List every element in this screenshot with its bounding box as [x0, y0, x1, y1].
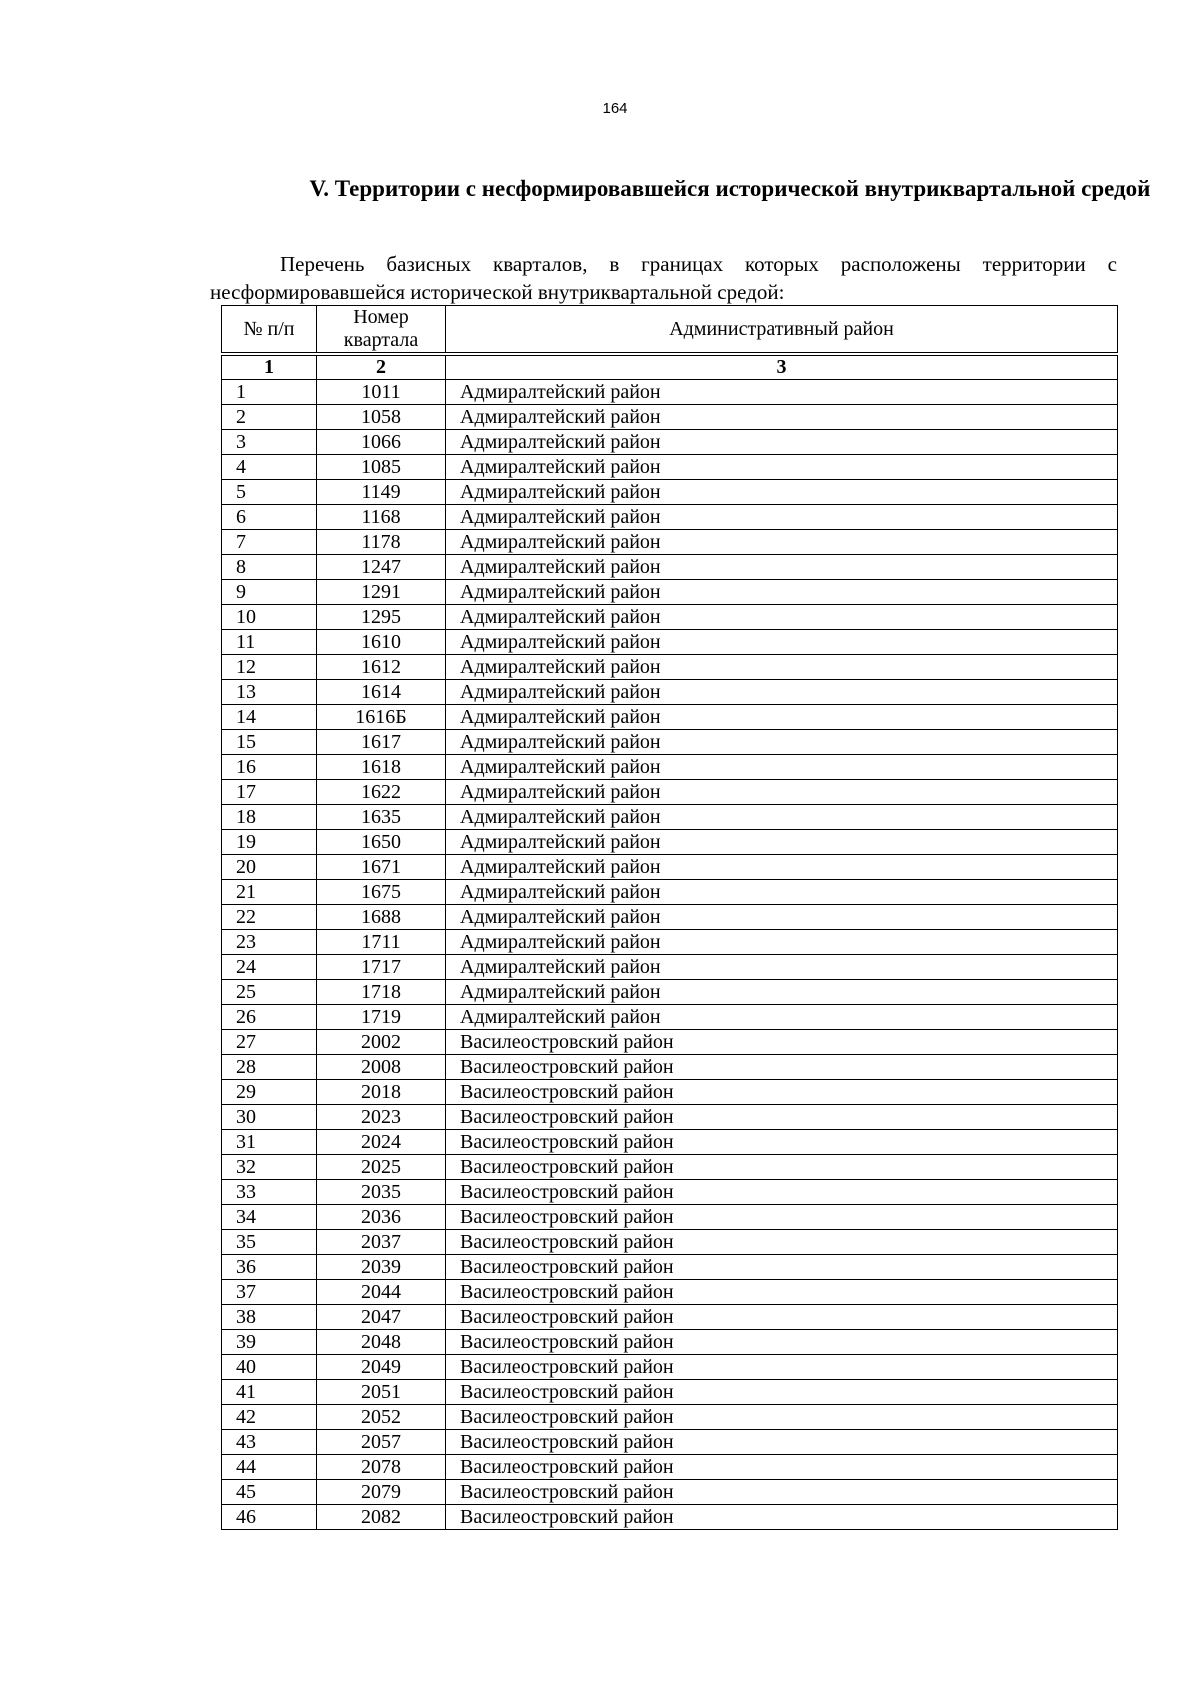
- table-row: [222, 680, 1118, 705]
- table-row: [222, 505, 1118, 530]
- column-number-row: [222, 354, 1118, 380]
- district-cell: Адмиралтейский район: [446, 1005, 1118, 1030]
- row-index-cell: 44: [222, 1455, 317, 1480]
- district-cell: Адмиралтейский район: [446, 980, 1118, 1005]
- district-cell: Василеостровский район: [446, 1455, 1118, 1480]
- district-cell: Василеостровский район: [446, 1205, 1118, 1230]
- table-row: [222, 380, 1118, 405]
- block-number-cell: 2048: [317, 1330, 446, 1355]
- district-cell: Адмиралтейский район: [446, 530, 1118, 555]
- row-index-cell: 21: [222, 880, 317, 905]
- table-row: [222, 805, 1118, 830]
- block-number-cell: 1650: [317, 830, 446, 855]
- table-row: [222, 780, 1118, 805]
- district-cell: Василеостровский район: [446, 1255, 1118, 1280]
- table-row: [222, 530, 1118, 555]
- row-index-cell: 45: [222, 1480, 317, 1505]
- row-index-cell: 24: [222, 955, 317, 980]
- table-row: [222, 1155, 1118, 1180]
- table-row: [222, 1205, 1118, 1230]
- district-cell: Василеостровский район: [446, 1230, 1118, 1255]
- row-index-cell: 42: [222, 1405, 317, 1430]
- table-row: [222, 1130, 1118, 1155]
- row-index-cell: 4: [222, 455, 317, 480]
- row-index-cell: 6: [222, 505, 317, 530]
- block-number-cell: 1247: [317, 555, 446, 580]
- table-row: [222, 1455, 1118, 1480]
- district-cell: Василеостровский район: [446, 1355, 1118, 1380]
- block-number-cell: 2018: [317, 1080, 446, 1105]
- district-cell: Адмиралтейский район: [446, 955, 1118, 980]
- row-index-cell: 11: [222, 630, 317, 655]
- row-index-cell: 23: [222, 930, 317, 955]
- table-row: [222, 930, 1118, 955]
- block-number-cell: 1671: [317, 855, 446, 880]
- table-row: [222, 1280, 1118, 1305]
- table-row: [222, 1355, 1118, 1380]
- block-number-cell: 1617: [317, 730, 446, 755]
- row-index-cell: 29: [222, 1080, 317, 1105]
- row-index-cell: 10: [222, 605, 317, 630]
- row-index-cell: 18: [222, 805, 317, 830]
- district-cell: Адмиралтейский район: [446, 580, 1118, 605]
- district-cell: Адмиралтейский район: [446, 380, 1118, 405]
- row-index-cell: 41: [222, 1380, 317, 1405]
- district-cell: Адмиралтейский район: [446, 405, 1118, 430]
- district-cell: Адмиралтейский район: [446, 505, 1118, 530]
- district-cell: Адмиралтейский район: [446, 930, 1118, 955]
- block-number-cell: 1635: [317, 805, 446, 830]
- row-index-cell: 3: [222, 430, 317, 455]
- district-cell: Василеостровский район: [446, 1055, 1118, 1080]
- row-index-cell: 16: [222, 755, 317, 780]
- row-index-cell: 39: [222, 1330, 317, 1355]
- table-row: [222, 880, 1118, 905]
- intro-paragraph: Перечень базисных кварталов, в границах которых расположены территории с несформировавшейся исторической внутриквартальной средой:: [210, 252, 1117, 304]
- table-row: [222, 1080, 1118, 1105]
- block-number-cell: 1295: [317, 605, 446, 630]
- block-number-cell: 2002: [317, 1030, 446, 1055]
- block-number-cell: 2024: [317, 1130, 446, 1155]
- table-row: [222, 830, 1118, 855]
- block-number-cell: 2082: [317, 1505, 446, 1530]
- districts-table: [221, 305, 1118, 1530]
- block-number-cell: 1610: [317, 630, 446, 655]
- section-title: V. Территории с несформировавшейся исторической внутриквартальной средой: [309, 176, 1151, 201]
- table-row: [222, 1380, 1118, 1405]
- block-number-cell: 1291: [317, 580, 446, 605]
- table-row: [222, 580, 1118, 605]
- district-cell: Василеостровский район: [446, 1480, 1118, 1505]
- table-row: [222, 980, 1118, 1005]
- row-index-cell: 37: [222, 1280, 317, 1305]
- row-index-cell: 28: [222, 1055, 317, 1080]
- row-index-cell: 7: [222, 530, 317, 555]
- table-row: [222, 630, 1118, 655]
- district-cell: Адмиралтейский район: [446, 680, 1118, 705]
- block-number-cell: 2047: [317, 1305, 446, 1330]
- row-index-cell: 14: [222, 705, 317, 730]
- row-index-cell: 15: [222, 730, 317, 755]
- page-number: 164: [602, 100, 628, 117]
- district-cell: Адмиралтейский район: [446, 805, 1118, 830]
- block-number-cell: 2023: [317, 1105, 446, 1130]
- row-index-cell: 36: [222, 1255, 317, 1280]
- district-cell: Василеостровский район: [446, 1380, 1118, 1405]
- table-row: [222, 605, 1118, 630]
- row-index-cell: 32: [222, 1155, 317, 1180]
- district-cell: Василеостровский район: [446, 1105, 1118, 1130]
- table-row: [222, 1305, 1118, 1330]
- block-number-cell: 2037: [317, 1230, 446, 1255]
- column-number: 2: [317, 354, 446, 380]
- header-index: № п/п: [222, 306, 317, 355]
- block-number-cell: 1688: [317, 905, 446, 930]
- table-row: [222, 1505, 1118, 1530]
- block-number-cell: 1612: [317, 655, 446, 680]
- block-number-cell: 1066: [317, 430, 446, 455]
- table-row: [222, 405, 1118, 430]
- district-cell: Василеостровский район: [446, 1130, 1118, 1155]
- district-cell: Адмиралтейский район: [446, 780, 1118, 805]
- district-cell: Адмиралтейский район: [446, 755, 1118, 780]
- district-cell: Василеостровский район: [446, 1155, 1118, 1180]
- row-index-cell: 20: [222, 855, 317, 880]
- district-cell: Адмиралтейский район: [446, 605, 1118, 630]
- block-number-cell: 1618: [317, 755, 446, 780]
- block-number-cell: 2049: [317, 1355, 446, 1380]
- block-number-cell: 2035: [317, 1180, 446, 1205]
- row-index-cell: 19: [222, 830, 317, 855]
- table-row: [222, 480, 1118, 505]
- district-cell: Адмиралтейский район: [446, 705, 1118, 730]
- table-row: [222, 1055, 1118, 1080]
- block-number-cell: 1622: [317, 780, 446, 805]
- block-number-cell: 1149: [317, 480, 446, 505]
- table-row: [222, 1255, 1118, 1280]
- row-index-cell: 38: [222, 1305, 317, 1330]
- block-number-cell: 1719: [317, 1005, 446, 1030]
- district-cell: Адмиралтейский район: [446, 655, 1118, 680]
- district-cell: Василеостровский район: [446, 1180, 1118, 1205]
- block-number-cell: 2044: [317, 1280, 446, 1305]
- row-index-cell: 5: [222, 480, 317, 505]
- block-number-cell: 1011: [317, 380, 446, 405]
- table-row: [222, 1230, 1118, 1255]
- table-row: [222, 730, 1118, 755]
- block-number-cell: 1717: [317, 955, 446, 980]
- block-number-cell: 2052: [317, 1405, 446, 1430]
- row-index-cell: 34: [222, 1205, 317, 1230]
- district-cell: Адмиралтейский район: [446, 905, 1118, 930]
- block-number-cell: 1718: [317, 980, 446, 1005]
- row-index-cell: 26: [222, 1005, 317, 1030]
- table-row: [222, 455, 1118, 480]
- row-index-cell: 2: [222, 405, 317, 430]
- district-cell: Василеостровский район: [446, 1430, 1118, 1455]
- table-row: [222, 1330, 1118, 1355]
- row-index-cell: 22: [222, 905, 317, 930]
- block-number-cell: 1168: [317, 505, 446, 530]
- district-cell: Адмиралтейский район: [446, 630, 1118, 655]
- table-row: [222, 655, 1118, 680]
- header-block-number: Номер квартала: [317, 306, 446, 355]
- column-number: 3: [446, 354, 1118, 380]
- row-index-cell: 46: [222, 1505, 317, 1530]
- district-cell: Василеостровский район: [446, 1305, 1118, 1330]
- district-cell: Адмиралтейский район: [446, 880, 1118, 905]
- block-number-cell: 1085: [317, 455, 446, 480]
- table-row: [222, 705, 1118, 730]
- district-cell: Адмиралтейский район: [446, 730, 1118, 755]
- row-index-cell: 35: [222, 1230, 317, 1255]
- table-row: [222, 1005, 1118, 1030]
- district-cell: Адмиралтейский район: [446, 855, 1118, 880]
- table-row: [222, 430, 1118, 455]
- table-row: [222, 1105, 1118, 1130]
- table-row: [222, 755, 1118, 780]
- block-number-cell: 1711: [317, 930, 446, 955]
- row-index-cell: 30: [222, 1105, 317, 1130]
- district-cell: Адмиралтейский район: [446, 455, 1118, 480]
- district-cell: Адмиралтейский район: [446, 480, 1118, 505]
- block-number-cell: 2079: [317, 1480, 446, 1505]
- block-number-cell: 2078: [317, 1455, 446, 1480]
- block-number-cell: 2036: [317, 1205, 446, 1230]
- table-row: [222, 555, 1118, 580]
- block-number-cell: 2051: [317, 1380, 446, 1405]
- district-cell: Василеостровский район: [446, 1405, 1118, 1430]
- district-cell: Василеостровский район: [446, 1080, 1118, 1105]
- district-cell: Адмиралтейский район: [446, 430, 1118, 455]
- header-district: Административный район: [446, 306, 1118, 355]
- row-index-cell: 33: [222, 1180, 317, 1205]
- block-number-cell: 1675: [317, 880, 446, 905]
- block-number-cell: 2039: [317, 1255, 446, 1280]
- row-index-cell: 27: [222, 1030, 317, 1055]
- district-cell: Василеостровский район: [446, 1280, 1118, 1305]
- table-header-row: [222, 306, 1118, 355]
- row-index-cell: 43: [222, 1430, 317, 1455]
- table-row: [222, 1405, 1118, 1430]
- block-number-cell: 2008: [317, 1055, 446, 1080]
- table-row: [222, 1480, 1118, 1505]
- row-index-cell: 12: [222, 655, 317, 680]
- district-cell: Адмиралтейский район: [446, 555, 1118, 580]
- block-number-cell: 1616Б: [317, 705, 446, 730]
- block-number-cell: 2025: [317, 1155, 446, 1180]
- row-index-cell: 13: [222, 680, 317, 705]
- district-cell: Василеостровский район: [446, 1030, 1118, 1055]
- block-number-cell: 1178: [317, 530, 446, 555]
- table-row: [222, 855, 1118, 880]
- district-cell: Василеостровский район: [446, 1505, 1118, 1530]
- district-cell: Василеостровский район: [446, 1330, 1118, 1355]
- row-index-cell: 1: [222, 380, 317, 405]
- row-index-cell: 25: [222, 980, 317, 1005]
- block-number-cell: 1614: [317, 680, 446, 705]
- district-cell: Адмиралтейский район: [446, 830, 1118, 855]
- table-body: [222, 380, 1118, 1530]
- table-row: [222, 1430, 1118, 1455]
- table-row: [222, 1180, 1118, 1205]
- row-index-cell: 31: [222, 1130, 317, 1155]
- row-index-cell: 17: [222, 780, 317, 805]
- block-number-cell: 1058: [317, 405, 446, 430]
- table-row: [222, 1030, 1118, 1055]
- block-number-cell: 2057: [317, 1430, 446, 1455]
- row-index-cell: 9: [222, 580, 317, 605]
- row-index-cell: 40: [222, 1355, 317, 1380]
- column-number: 1: [222, 354, 317, 380]
- row-index-cell: 8: [222, 555, 317, 580]
- table-row: [222, 905, 1118, 930]
- table-row: [222, 955, 1118, 980]
